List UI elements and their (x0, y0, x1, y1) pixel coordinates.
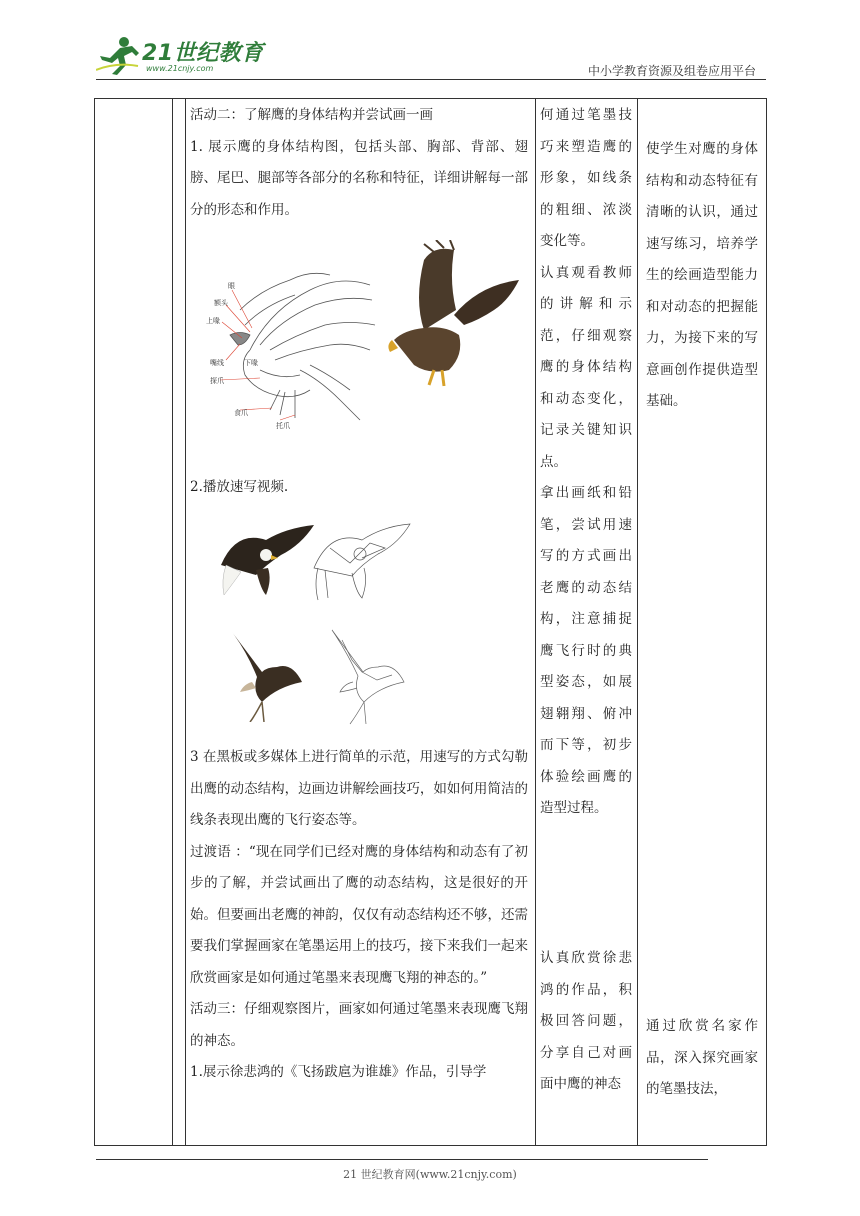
student-activity-column-2 (540, 943, 632, 1101)
diagram-label-forehead: 额头 (214, 299, 228, 307)
footer-rule (96, 1159, 708, 1160)
site-logo (96, 34, 266, 78)
eagle-sketch-flying-1 (310, 518, 414, 606)
activity-3-item-1: 1.展示徐悲鸿的《飞扬跋扈为谁雄》作品，引导学 (190, 1064, 487, 1080)
logo-url: www.21cnjy.com (146, 64, 214, 73)
table-cell-stage (95, 99, 173, 1146)
table-cell-spacer (173, 99, 186, 1146)
design-intent-2: 通过欣赏名家作品，深入探究画家的笔墨技法， (646, 1018, 758, 1097)
eagle-photo-flying-2 (222, 622, 306, 722)
design-intent-column-2 (646, 1011, 758, 1106)
page-header (96, 30, 766, 80)
diagram-label-food-claw: 食爪 (234, 409, 248, 417)
diagram-label-beak-line: 嘴线 (210, 359, 224, 367)
student-activity-3: 拿出画纸和铅笔，尝试用速写的方式画出老鹰的动态结构，注意捕捉鹰飞行时的典型姿态，如展翅翱翔、俯冲而下等，初步体验绘画鹰的造型过程。 (540, 485, 632, 816)
design-intent-column (646, 134, 758, 418)
platform-name: 中小学教育资源及组卷应用平台 (587, 64, 756, 78)
runner-icon (96, 36, 140, 76)
diagram-label-lower-beak: 下喙 (244, 359, 258, 367)
eagle-sketch-flying-2 (322, 620, 408, 726)
eagle-structure-diagram (200, 250, 380, 435)
transition-text: 过渡语 ：“现在同学们已经对鹰的身体结构和动态有了初步的了解，并尝试画出了鹰的动态结构，这是很好的开始。但要画出老鹰的神韵，仅仅有动态结构还不够，还需要我们掌握画家在笔墨运用上的技巧，接下来我们一起来欣赏画家是如何通过笔墨来表现鹰飞翔的神态的。” (190, 843, 528, 986)
teacher-activity-column (190, 100, 528, 226)
student-activity-4: 认真欣赏徐悲鸿的作品，积极回答问题，分享自己对画面中鹰的神态 (540, 950, 632, 1092)
student-activity-2: 认真观看教师的讲解和示范，仔细观察鹰的身体结构和动态变化，记录关键知识点。 (540, 264, 632, 470)
activity-2-item-3: 3 在黑板或多媒体上进行简单的示范，用速写的方式勾勒出鹰的动态结构，边画边讲解绘画技巧，如如何用简洁的线条表现出鹰的飞行姿态等。 (190, 749, 528, 828)
student-activity-1: 何通过笔墨技巧来塑造鹰的形象，如线条的粗细、浓淡变化等。 (540, 107, 632, 249)
teacher-activity-column-3 (190, 742, 528, 1089)
activity-2-item-2: 2.播放速写视频. (190, 479, 289, 495)
student-activity-column (540, 100, 632, 825)
header-rule (96, 79, 766, 80)
diagram-label-support-claw: 托爪 (276, 422, 290, 430)
diagram-label-upper-beak: 上喙 (206, 317, 220, 325)
activity-2-item-1: 1. 展示鹰的身体结构图，包括头部、胸部、背部、翅膀、尾巴、腿部等各部分的名称和特征，详细讲解每一部分的形态和作用。 (190, 138, 528, 218)
eagle-photo-flying-1 (216, 520, 316, 600)
design-intent-1: 使学生对鹰的身体结构和动态特征有清晰的认识，通过速写练习，培养学生的绘画造型能力和对动态的把握能力，为接下来的写意画创作提供造型基础。 (646, 141, 758, 409)
eagle-photo (384, 240, 524, 390)
diagram-label-eye: 眼 (228, 282, 235, 290)
activity-2-heading: 活动二：了解鹰的身体结构并尝试画一画 (190, 107, 433, 123)
teacher-activity-column-2 (190, 472, 528, 504)
activity-3-heading: 活动三：仔细观察图片，画家如何通过笔墨来表现鹰飞翔的神态。 (190, 1001, 528, 1049)
logo-text: 21世纪教育 (142, 41, 264, 66)
diagram-label-probe-claw: 探爪 (210, 377, 224, 385)
page-footer: 21 世纪教育网(www.21cnjy.com) (343, 1168, 517, 1181)
